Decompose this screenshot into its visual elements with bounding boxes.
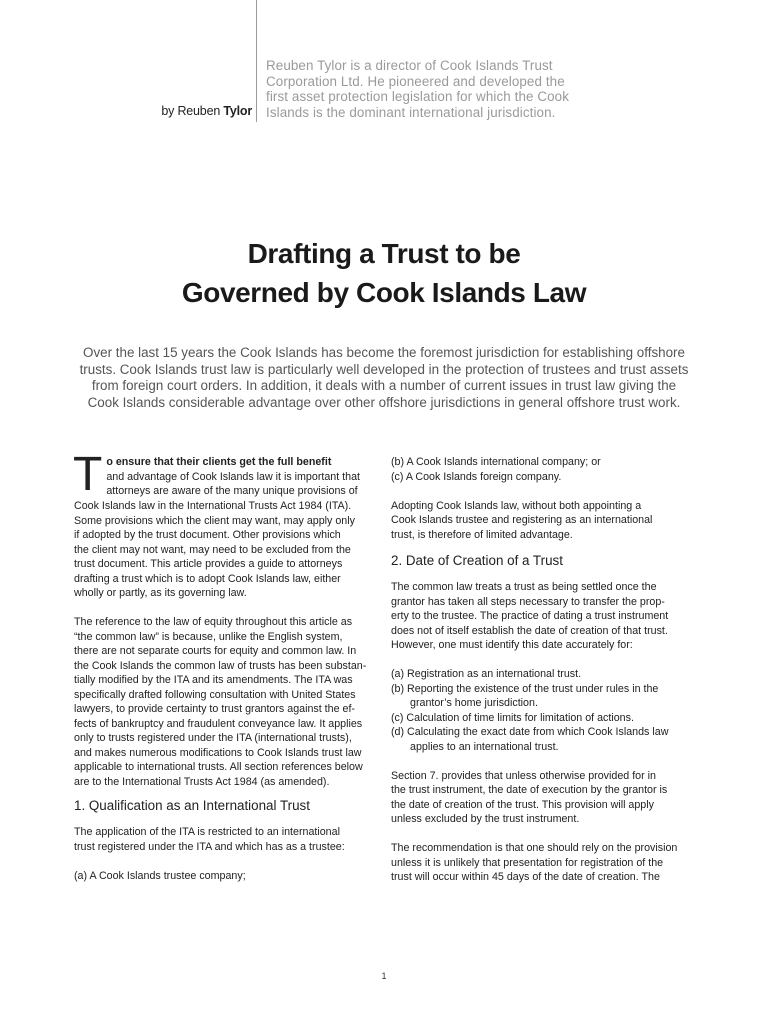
opening-paragraph	[73, 448, 382, 601]
text-line: trust document. This article provides a guide to attorneys	[74, 558, 343, 570]
list-item: (d) Calculating the exact date from which Cook Islands law	[391, 726, 669, 738]
qualification-paragraph	[74, 825, 382, 854]
list-item-continuation: applies to an international trust.	[410, 740, 559, 753]
text-line: applicable to international trusts. All section references below	[74, 761, 363, 773]
text-line: and makes numerous modifications to Cook Islands trust law	[74, 746, 362, 759]
text-line: are to the International Trusts Act 1984 (as amended).	[74, 775, 330, 788]
intro-line: Over the last 15 years the Cook Islands has become the foremost jurisdiction for establishing offshore	[83, 345, 685, 360]
text-line: unless excluded by the trust instrument.	[391, 813, 580, 825]
recommendation-paragraph	[391, 841, 703, 885]
intro-line: Cook Islands considerable advantage over other offshore jurisdictions in general offshore trust work.	[87, 394, 681, 410]
text-line: the date of creation of the trust. This provision will apply	[391, 798, 654, 811]
byline-prefix: by Reuben	[161, 104, 221, 118]
adoption-paragraph	[391, 499, 703, 543]
section-heading-1: 1. Qualification as an International Trust	[74, 798, 310, 813]
title-line: Governed by Cook Islands Law	[181, 277, 587, 308]
date-paragraph	[391, 580, 703, 653]
list-item-c: (c) A Cook Islands foreign company.	[391, 470, 562, 483]
text-line: However, one must identify this date accurately for:	[391, 639, 633, 651]
header-divider	[256, 0, 257, 122]
author-name: Tylor	[223, 104, 252, 118]
text-line: The recommendation is that one should rely on the provision	[391, 842, 678, 854]
text-line: trust will occur within 45 days of the date of creation. The	[391, 871, 660, 883]
section7-paragraph	[391, 769, 703, 827]
text-line: attorneys are aware of the many unique provisions of	[106, 485, 358, 497]
text-line: does not of itself establish the date of creation of that trust.	[391, 624, 668, 637]
text-line: Section 7. provides that unless otherwise provided for in	[391, 769, 656, 782]
intro-line: trusts. Cook Islands trust law is particularly well developed in the protection of trustees and trust assets	[79, 361, 689, 377]
bio-line: Reuben Tylor is a director of Cook Islands Trust	[266, 58, 553, 73]
text-line: trust registered under the ITA and which has as a trustee:	[74, 840, 345, 853]
right-column	[391, 455, 703, 885]
purpose-list	[391, 667, 703, 754]
drop-cap: T	[73, 448, 103, 501]
text-line: trust, is therefore of limited advantage.	[391, 528, 573, 541]
text-line: lawyers, to provide certainty to trust grantors against the ef-	[74, 703, 355, 715]
list-item-continuation: grantor’s home jurisdiction.	[410, 697, 538, 709]
common-law-paragraph	[74, 615, 382, 789]
text-line: the Cook Islands the common law of trusts has been substan-	[74, 659, 367, 672]
text-line: wholly or partly, as its governing law.	[74, 587, 247, 599]
text-line: and advantage of Cook Islands law it is important that	[106, 470, 361, 483]
list-item: (a) Registration as an international trust.	[391, 668, 582, 680]
author-bio	[266, 58, 606, 120]
bio-line: first asset protection legislation for which the Cook	[266, 89, 570, 105]
bio-line: Corporation Ltd. He pioneered and developed the	[266, 73, 565, 89]
text-line: unless it is unlikely that presentation for registration of the	[391, 856, 664, 869]
text-line: The common law treats a trust as being settled once the	[391, 581, 657, 593]
text-line: if adopted by the trust document. Other provisions which	[74, 529, 341, 541]
text-line: Cook Islands trustee and registering as an international	[391, 514, 653, 526]
bio-line: Islands is the dominant international jurisdiction.	[266, 104, 556, 120]
text-line: there are not separate courts for equity and common law. In	[74, 645, 357, 657]
section-heading-2: 2. Date of Creation of a Trust	[391, 553, 563, 568]
text-line: only to trusts registered under the ITA (international trusts),	[74, 732, 352, 744]
text-line: erty to the trustee. The practice of dating a trust instrument	[391, 610, 669, 622]
article-title	[0, 234, 768, 312]
page-number: 1	[381, 971, 387, 981]
text-line: “the common law” is because, unlike the English system,	[74, 630, 343, 643]
intro-line: from foreign court orders. In addition, it deals with a number of current issues in trust law giving the	[91, 378, 677, 393]
text-line: the trust instrument, the date of execution by the grantor is	[391, 784, 668, 796]
text-line: grantor has taken all steps necessary to transfer the prop-	[391, 595, 665, 608]
lead-in: o ensure that their clients get the full benefit	[106, 456, 332, 468]
list-item: (b) Reporting the existence of the trust under rules in the	[391, 682, 659, 695]
list-item: (c) Calculation of time limits for limitation of actions.	[391, 711, 634, 724]
text-line: fects of bankruptcy and fraudulent conveyance law. It applies	[74, 717, 363, 730]
list-item-b: (b) A Cook Islands international company; or	[391, 456, 601, 468]
text-line: Cook Islands law in the International Trusts Act 1984 (ITA).	[74, 500, 352, 512]
text-line: Adopting Cook Islands law, without both appointing a	[391, 499, 642, 512]
left-column	[73, 448, 382, 883]
text-line: The reference to the law of equity throughout this article as	[74, 616, 353, 628]
title-line: Drafting a Trust to be	[247, 238, 521, 269]
text-line: The application of the ITA is restricted to an international	[74, 826, 340, 838]
byline	[161, 104, 252, 118]
text-line: tially modified by the ITA and its amendments. The ITA was	[74, 674, 353, 686]
text-line: specifically drafted following consultation with United States	[74, 688, 356, 701]
text-line: the client may not want, may need to be excluded from the	[74, 543, 351, 556]
list-item-a: (a) A Cook Islands trustee company;	[74, 869, 246, 882]
article-intro	[60, 345, 708, 411]
trustee-list	[391, 455, 703, 484]
text-line: drafting a trust which is to adopt Cook Islands law, either	[74, 572, 341, 585]
text-line: Some provisions which the client may want, may apply only	[74, 514, 355, 527]
